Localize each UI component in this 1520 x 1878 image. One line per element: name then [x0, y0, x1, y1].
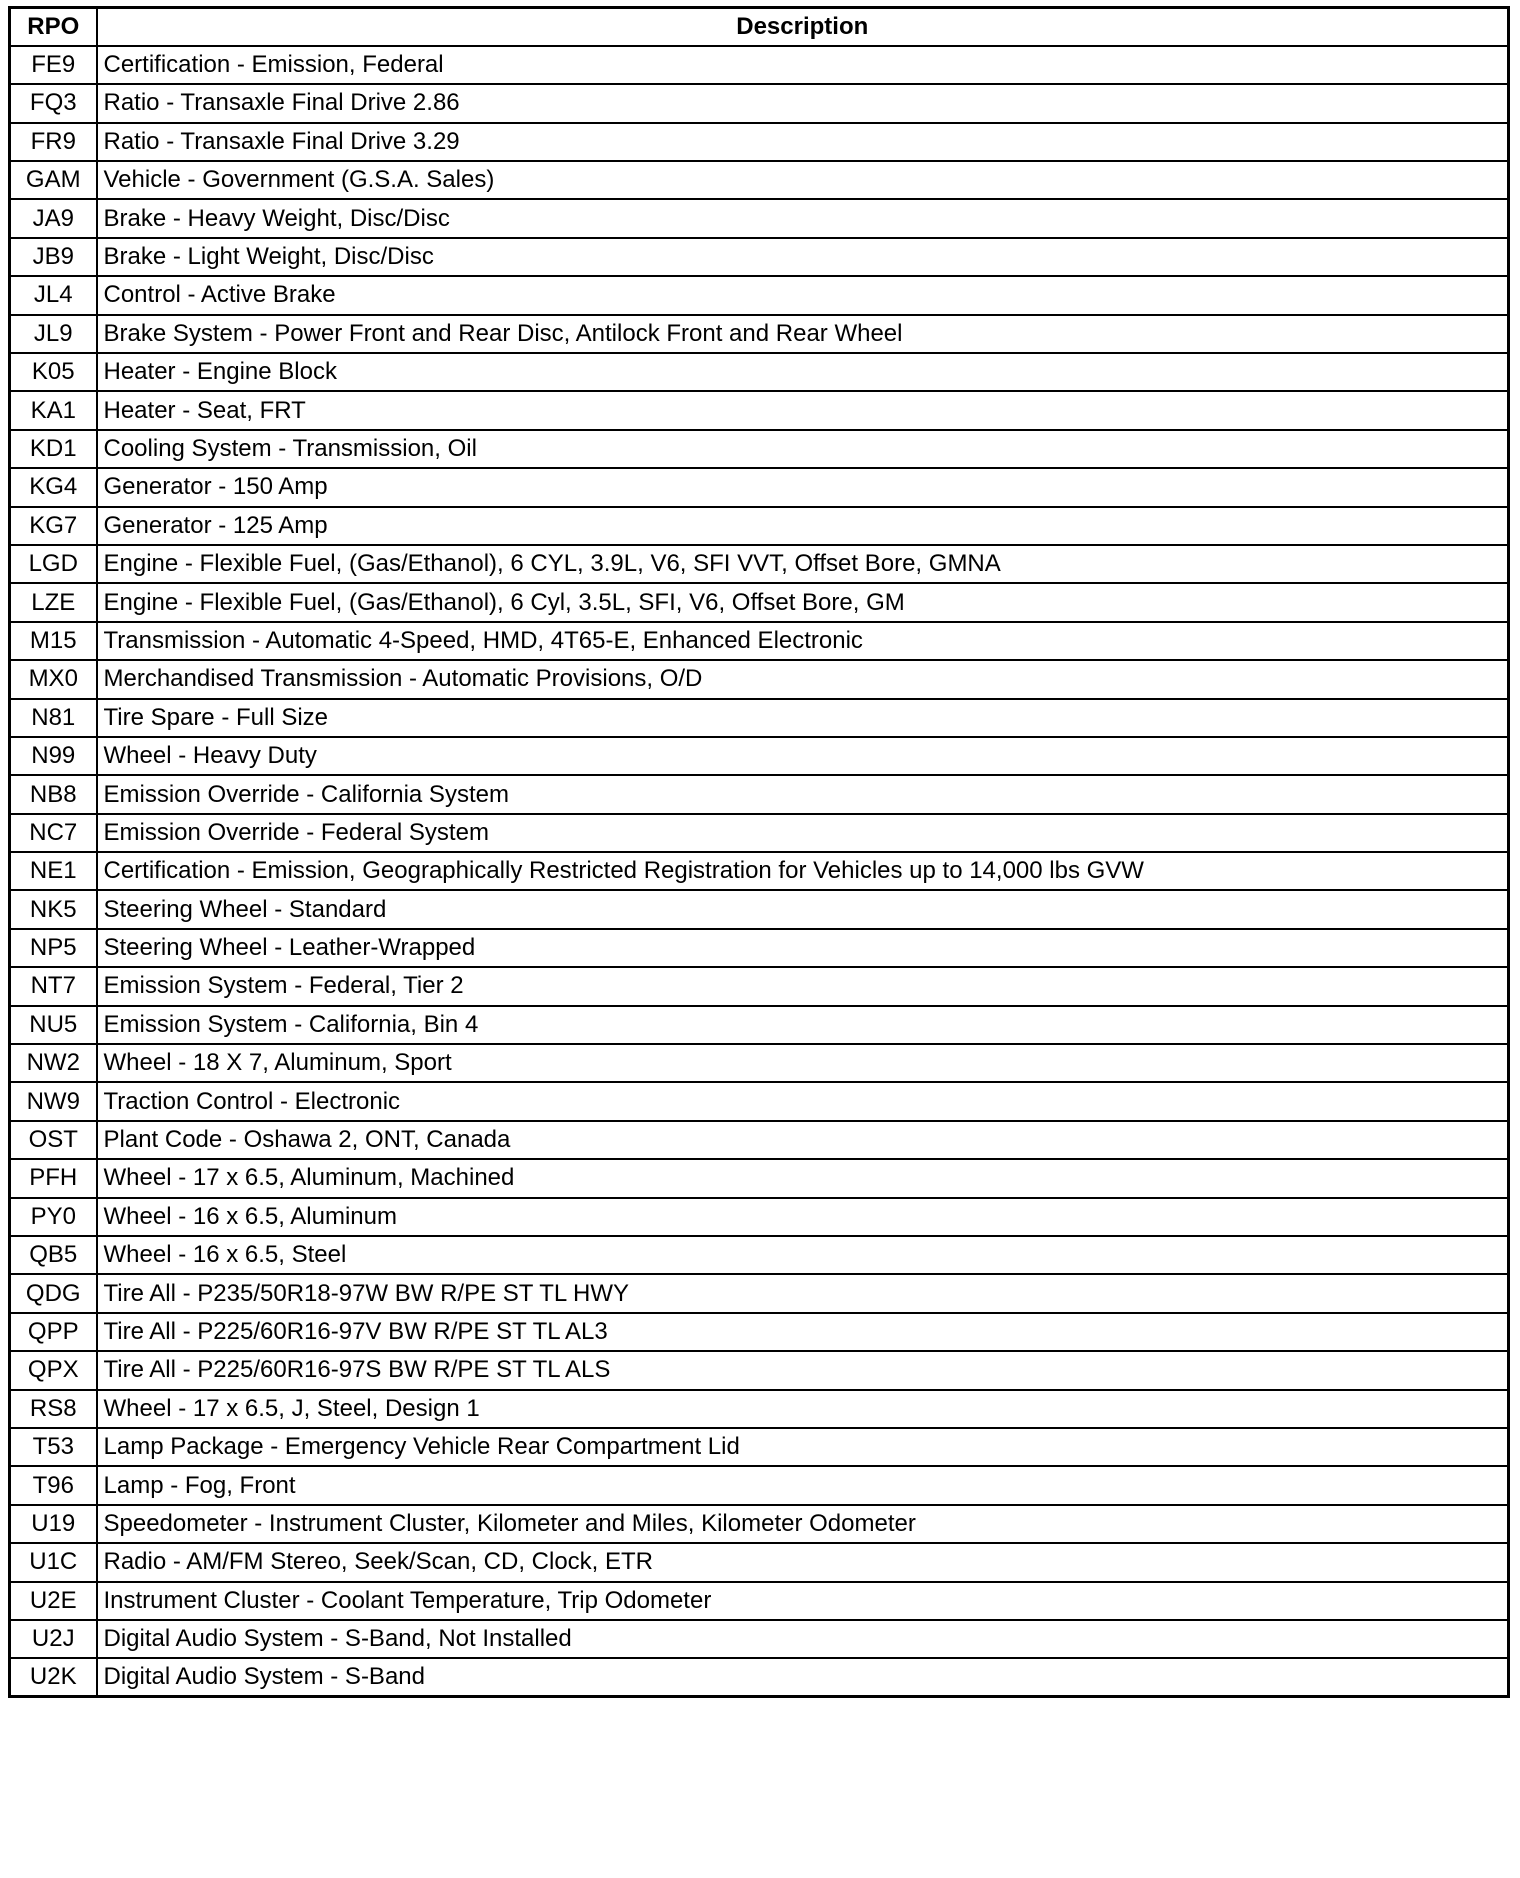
table-row [10, 622, 1509, 660]
table-row [10, 430, 1509, 468]
description-cell: Traction Control - Electronic [97, 1082, 1509, 1120]
description-cell: Certification - Emission, Federal [97, 46, 1509, 84]
rpo-code-cell: KA1 [10, 391, 97, 429]
rpo-code-cell: QPX [10, 1351, 97, 1389]
table-row [10, 468, 1509, 506]
rpo-code-cell: NW2 [10, 1044, 97, 1082]
table-header-row [10, 8, 1509, 46]
rpo-code-cell: NE1 [10, 852, 97, 890]
table-row [10, 1582, 1509, 1620]
table-row [10, 123, 1509, 161]
description-cell: Control - Active Brake [97, 276, 1509, 314]
description-cell: Emission Override - California System [97, 775, 1509, 813]
table-row [10, 775, 1509, 813]
table-row [10, 814, 1509, 852]
table-row [10, 1121, 1509, 1159]
description-cell: Brake - Light Weight, Disc/Disc [97, 238, 1509, 276]
rpo-code-cell: T96 [10, 1466, 97, 1504]
rpo-code-cell: U2E [10, 1582, 97, 1620]
description-cell: Digital Audio System - S-Band [97, 1658, 1509, 1696]
description-cell: Generator - 150 Amp [97, 468, 1509, 506]
rpo-code-cell: M15 [10, 622, 97, 660]
description-cell: Engine - Flexible Fuel, (Gas/Ethanol), 6 CYL, 3.9L, V6, SFI VVT, Offset Bore, GMNA [97, 545, 1509, 583]
description-cell: Lamp - Fog, Front [97, 1466, 1509, 1504]
rpo-code-cell: U19 [10, 1505, 97, 1543]
description-cell: Transmission - Automatic 4-Speed, HMD, 4T65-E, Enhanced Electronic [97, 622, 1509, 660]
table-row [10, 1505, 1509, 1543]
description-cell: Radio - AM/FM Stereo, Seek/Scan, CD, Clock, ETR [97, 1543, 1509, 1581]
description-cell: Heater - Seat, FRT [97, 391, 1509, 429]
table-row [10, 161, 1509, 199]
description-cell: Emission System - Federal, Tier 2 [97, 967, 1509, 1005]
rpo-code-cell: NP5 [10, 929, 97, 967]
rpo-code-cell: FQ3 [10, 84, 97, 122]
description-cell: Tire All - P225/60R16-97V BW R/PE ST TL AL3 [97, 1313, 1509, 1351]
description-cell: Tire All - P225/60R16-97S BW R/PE ST TL ALS [97, 1351, 1509, 1389]
rpo-code-cell: U1C [10, 1543, 97, 1581]
table-row [10, 967, 1509, 1005]
rpo-code-cell: NU5 [10, 1006, 97, 1044]
rpo-code-cell: LZE [10, 583, 97, 621]
rpo-code-cell: N99 [10, 737, 97, 775]
description-cell: Ratio - Transaxle Final Drive 2.86 [97, 84, 1509, 122]
description-cell: Certification - Emission, Geographically Restricted Registration for Vehicles up to 14,000 lbs GVW [97, 852, 1509, 890]
rpo-column-header: RPO [10, 8, 97, 46]
description-cell: Emission Override - Federal System [97, 814, 1509, 852]
rpo-code-cell: T53 [10, 1428, 97, 1466]
table-row [10, 583, 1509, 621]
rpo-code-cell: U2K [10, 1658, 97, 1696]
description-cell: Brake System - Power Front and Rear Disc, Antilock Front and Rear Wheel [97, 315, 1509, 353]
description-cell: Wheel - 18 X 7, Aluminum, Sport [97, 1044, 1509, 1082]
rpo-code-cell: U2J [10, 1620, 97, 1658]
table-row [10, 84, 1509, 122]
description-cell: Engine - Flexible Fuel, (Gas/Ethanol), 6 Cyl, 3.5L, SFI, V6, Offset Bore, GM [97, 583, 1509, 621]
table-row [10, 1044, 1509, 1082]
table-row [10, 737, 1509, 775]
rpo-code-cell: GAM [10, 161, 97, 199]
table-row [10, 391, 1509, 429]
description-cell: Steering Wheel - Standard [97, 890, 1509, 928]
table-row [10, 1351, 1509, 1389]
rpo-code-cell: LGD [10, 545, 97, 583]
rpo-code-cell: NC7 [10, 814, 97, 852]
rpo-code-cell: FE9 [10, 46, 97, 84]
description-cell: Wheel - Heavy Duty [97, 737, 1509, 775]
description-cell: Instrument Cluster - Coolant Temperature, Trip Odometer [97, 1582, 1509, 1620]
description-cell: Heater - Engine Block [97, 353, 1509, 391]
table-row [10, 353, 1509, 391]
description-cell: Tire All - P235/50R18-97W BW R/PE ST TL HWY [97, 1274, 1509, 1312]
rpo-code-cell: JA9 [10, 199, 97, 237]
table-row [10, 315, 1509, 353]
table-row [10, 507, 1509, 545]
rpo-code-cell: OST [10, 1121, 97, 1159]
table-row [10, 46, 1509, 84]
rpo-code-cell: NK5 [10, 890, 97, 928]
table-row [10, 1198, 1509, 1236]
table-body [10, 46, 1509, 1697]
rpo-code-cell: NT7 [10, 967, 97, 1005]
rpo-code-cell: K05 [10, 353, 97, 391]
table-row [10, 1428, 1509, 1466]
table-row [10, 238, 1509, 276]
description-cell: Wheel - 16 x 6.5, Aluminum [97, 1198, 1509, 1236]
rpo-code-cell: QB5 [10, 1236, 97, 1274]
description-cell: Generator - 125 Amp [97, 507, 1509, 545]
rpo-code-cell: N81 [10, 699, 97, 737]
table-row [10, 890, 1509, 928]
rpo-code-cell: NB8 [10, 775, 97, 813]
table-row [10, 929, 1509, 967]
rpo-code-cell: PFH [10, 1159, 97, 1197]
description-cell: Ratio - Transaxle Final Drive 3.29 [97, 123, 1509, 161]
description-cell: Steering Wheel - Leather-Wrapped [97, 929, 1509, 967]
table-row [10, 1236, 1509, 1274]
description-cell: Merchandised Transmission - Automatic Provisions, O/D [97, 660, 1509, 698]
description-column-header: Description [97, 8, 1509, 46]
table-row [10, 660, 1509, 698]
description-cell: Tire Spare - Full Size [97, 699, 1509, 737]
table-row [10, 545, 1509, 583]
table-row [10, 1159, 1509, 1197]
rpo-code-cell: QDG [10, 1274, 97, 1312]
table-row [10, 1658, 1509, 1696]
table-row [10, 1620, 1509, 1658]
table-row [10, 1313, 1509, 1351]
description-cell: Plant Code - Oshawa 2, ONT, Canada [97, 1121, 1509, 1159]
description-cell: Digital Audio System - S-Band, Not Installed [97, 1620, 1509, 1658]
table-row [10, 852, 1509, 890]
table-row [10, 1274, 1509, 1312]
rpo-code-cell: JL4 [10, 276, 97, 314]
rpo-code-cell: PY0 [10, 1198, 97, 1236]
rpo-code-cell: FR9 [10, 123, 97, 161]
description-cell: Emission System - California, Bin 4 [97, 1006, 1509, 1044]
table-row [10, 1543, 1509, 1581]
table-row [10, 199, 1509, 237]
rpo-code-cell: KD1 [10, 430, 97, 468]
table-row [10, 1390, 1509, 1428]
rpo-code-cell: JB9 [10, 238, 97, 276]
table-row [10, 1466, 1509, 1504]
rpo-code-cell: RS8 [10, 1390, 97, 1428]
table-row [10, 276, 1509, 314]
table-row [10, 1006, 1509, 1044]
description-cell: Brake - Heavy Weight, Disc/Disc [97, 199, 1509, 237]
table-row [10, 699, 1509, 737]
rpo-code-cell: NW9 [10, 1082, 97, 1120]
rpo-code-cell: JL9 [10, 315, 97, 353]
rpo-code-cell: MX0 [10, 660, 97, 698]
rpo-table [8, 6, 1510, 1698]
description-cell: Wheel - 17 x 6.5, J, Steel, Design 1 [97, 1390, 1509, 1428]
rpo-code-cell: KG7 [10, 507, 97, 545]
rpo-code-cell: KG4 [10, 468, 97, 506]
description-cell: Wheel - 16 x 6.5, Steel [97, 1236, 1509, 1274]
description-cell: Lamp Package - Emergency Vehicle Rear Compartment Lid [97, 1428, 1509, 1466]
description-cell: Cooling System - Transmission, Oil [97, 430, 1509, 468]
description-cell: Vehicle - Government (G.S.A. Sales) [97, 161, 1509, 199]
description-cell: Speedometer - Instrument Cluster, Kilometer and Miles, Kilometer Odometer [97, 1505, 1509, 1543]
description-cell: Wheel - 17 x 6.5, Aluminum, Machined [97, 1159, 1509, 1197]
rpo-code-cell: QPP [10, 1313, 97, 1351]
table-row [10, 1082, 1509, 1120]
